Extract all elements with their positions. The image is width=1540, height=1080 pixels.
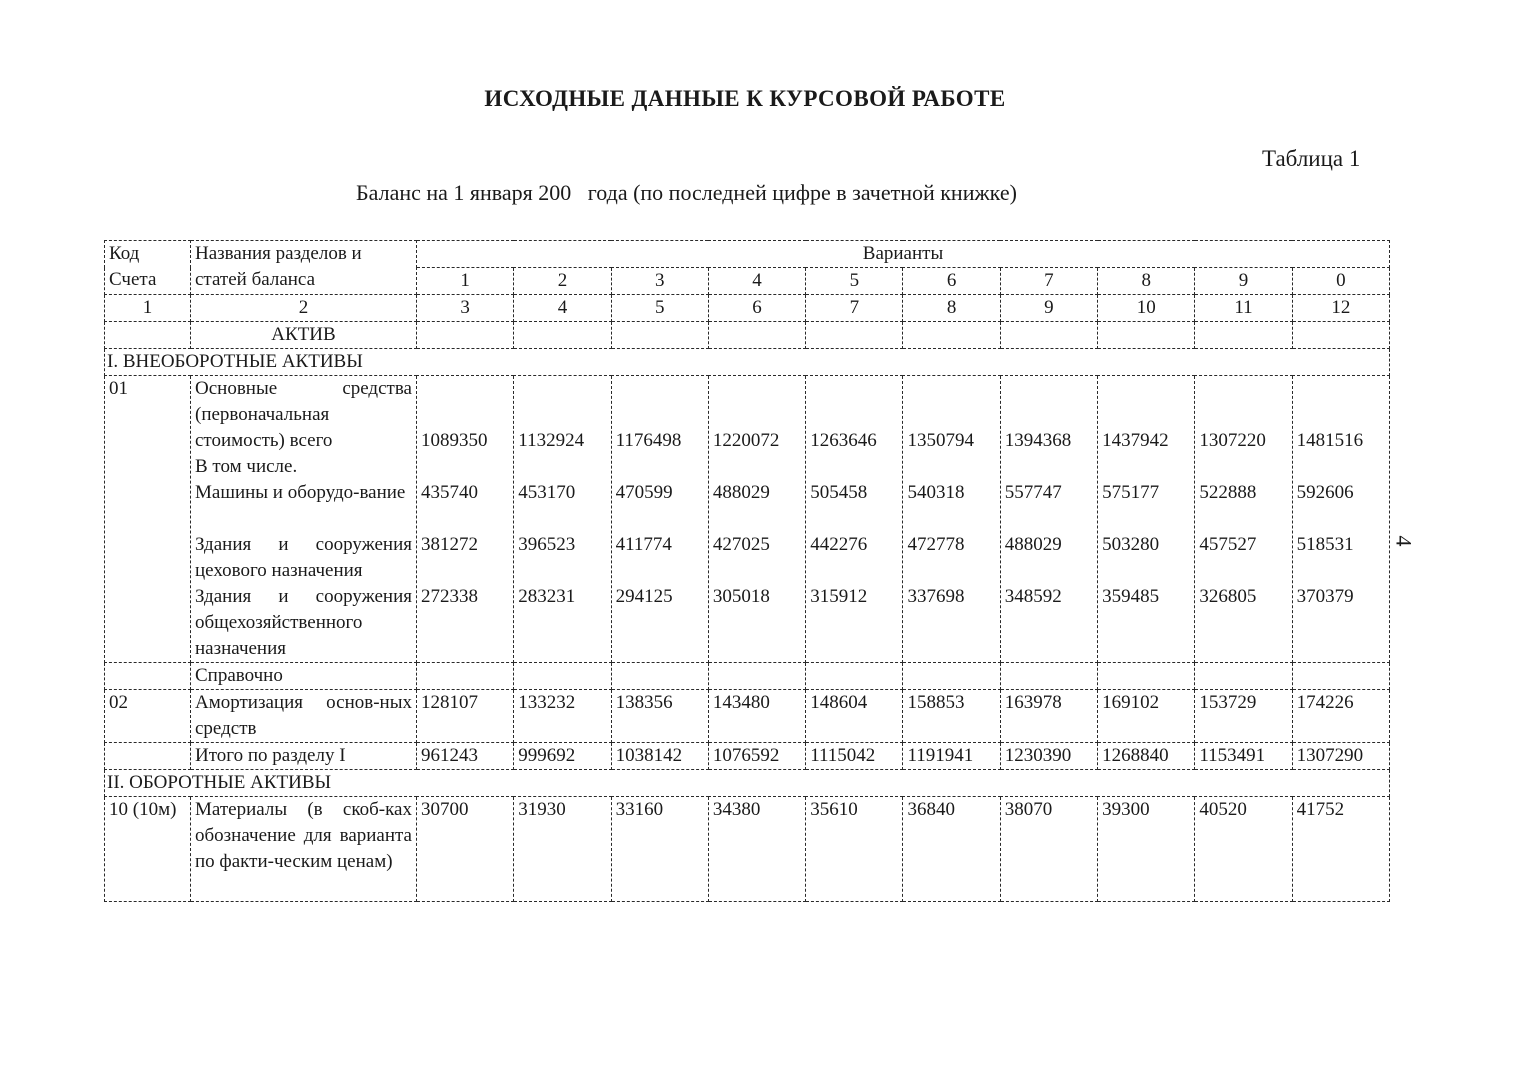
variant-number: 9 bbox=[1195, 268, 1292, 295]
variant-cell bbox=[417, 376, 514, 663]
value: 370379 bbox=[1296, 586, 1354, 607]
column-number: 7 bbox=[806, 295, 903, 322]
value: 38070 bbox=[1000, 797, 1097, 902]
value: 1263646 bbox=[810, 430, 877, 451]
value: 505458 bbox=[810, 482, 868, 503]
value: 36840 bbox=[903, 797, 1000, 902]
row-label: Амортизация основ-ных средств bbox=[191, 690, 417, 743]
aktiv-label: АКТИВ bbox=[191, 322, 417, 349]
value: 305018 bbox=[712, 586, 770, 607]
column-number: 6 bbox=[708, 295, 805, 322]
column-number: 1 bbox=[105, 295, 191, 322]
variant-cell bbox=[1000, 376, 1097, 663]
column-number: 9 bbox=[1000, 295, 1097, 322]
table-subtitle: Баланс на 1 января 200 года (по последней цифре в зачетной книжке) bbox=[356, 180, 1017, 205]
value: 133232 bbox=[514, 690, 611, 743]
row-label: Здания и сооружения общехозяйственного назначения bbox=[195, 586, 412, 659]
section-row bbox=[105, 349, 1390, 376]
variant-number: 1 bbox=[417, 268, 514, 295]
row-label: Материалы (в скоб-ках обозначение для варианта по факти-ческим ценам) bbox=[191, 797, 417, 902]
value: 1132924 bbox=[518, 430, 585, 451]
value: 283231 bbox=[518, 586, 576, 607]
value: 39300 bbox=[1098, 797, 1195, 902]
value: 1394368 bbox=[1004, 430, 1072, 451]
variant-number: 6 bbox=[903, 268, 1000, 295]
row-code: 02 bbox=[105, 690, 191, 743]
value: 128107 bbox=[417, 690, 514, 743]
value: 35610 bbox=[806, 797, 903, 902]
variant-number: 2 bbox=[514, 268, 611, 295]
column-number: 4 bbox=[514, 295, 611, 322]
value: 1230390 bbox=[1000, 743, 1097, 770]
row-01 bbox=[105, 376, 1390, 663]
value: 592606 bbox=[1296, 482, 1354, 503]
column-number-row bbox=[105, 295, 1390, 322]
row-code: 10 (10м) bbox=[105, 797, 191, 902]
header-variants: Варианты bbox=[417, 241, 1390, 268]
value: 31930 bbox=[514, 797, 611, 902]
variant-number: 0 bbox=[1292, 268, 1389, 295]
variant-cell bbox=[611, 376, 708, 663]
value: 294125 bbox=[615, 586, 673, 607]
value: 427025 bbox=[712, 534, 770, 555]
value: 396523 bbox=[518, 534, 576, 555]
value: 1115042 bbox=[806, 743, 903, 770]
value: 1176498 bbox=[615, 430, 682, 451]
variant-cell bbox=[1098, 376, 1195, 663]
value: 1191941 bbox=[903, 743, 1000, 770]
value: 1268840 bbox=[1098, 743, 1195, 770]
empty-cell bbox=[105, 663, 191, 690]
value: 1220072 bbox=[712, 430, 780, 451]
value: 315912 bbox=[810, 586, 868, 607]
reference-label: Справочно bbox=[191, 663, 417, 690]
value: 163978 bbox=[1000, 690, 1097, 743]
value: 488029 bbox=[1004, 534, 1062, 555]
value: 961243 bbox=[417, 743, 514, 770]
value: 1153491 bbox=[1195, 743, 1292, 770]
value: 557747 bbox=[1004, 482, 1062, 503]
table-number-label: Таблица 1 bbox=[1262, 146, 1361, 171]
page-number: 4 bbox=[1391, 535, 1417, 547]
row-10 bbox=[105, 797, 1390, 902]
value: 174226 bbox=[1292, 690, 1389, 743]
column-number: 12 bbox=[1292, 295, 1389, 322]
value: 1307220 bbox=[1199, 430, 1266, 451]
value: 153729 bbox=[1195, 690, 1292, 743]
section-1-heading: I. ВНЕОБОРОТНЫЕ АКТИВЫ bbox=[105, 349, 1390, 376]
row-label: Основные средства (первоначальная стоимость) всего bbox=[195, 378, 412, 451]
value: 999692 bbox=[514, 743, 611, 770]
value: 1481516 bbox=[1296, 430, 1364, 451]
column-number: 11 bbox=[1195, 295, 1292, 322]
value: 1089350 bbox=[421, 430, 488, 451]
row-code: 01 bbox=[105, 376, 191, 663]
column-number: 8 bbox=[903, 295, 1000, 322]
value: 326805 bbox=[1199, 586, 1257, 607]
value: 1307290 bbox=[1292, 743, 1389, 770]
total-section-1-row bbox=[105, 743, 1390, 770]
value: 522888 bbox=[1199, 482, 1257, 503]
value: 143480 bbox=[708, 690, 805, 743]
value: 138356 bbox=[611, 690, 708, 743]
empty-cell bbox=[105, 743, 191, 770]
row-label: Машины и оборудо-вание bbox=[195, 482, 406, 503]
variant-number: 4 bbox=[708, 268, 805, 295]
value: 518531 bbox=[1296, 534, 1354, 555]
value: 488029 bbox=[712, 482, 770, 503]
value: 41752 bbox=[1292, 797, 1389, 902]
value: 503280 bbox=[1102, 534, 1160, 555]
value: 453170 bbox=[518, 482, 576, 503]
variant-cell bbox=[514, 376, 611, 663]
header-name: Названия разделов и статей баланса bbox=[191, 241, 417, 295]
value: 442276 bbox=[810, 534, 868, 555]
value: 30700 bbox=[417, 797, 514, 902]
variant-number: 5 bbox=[806, 268, 903, 295]
balance-table bbox=[104, 240, 1390, 902]
value: 575177 bbox=[1102, 482, 1160, 503]
value: 1437942 bbox=[1102, 430, 1169, 451]
row-label: Итого по разделу I bbox=[191, 743, 417, 770]
value: 457527 bbox=[1199, 534, 1257, 555]
aktiv-row bbox=[105, 322, 1390, 349]
value: 381272 bbox=[421, 534, 478, 555]
variant-number: 3 bbox=[611, 268, 708, 295]
value: 1350794 bbox=[907, 430, 974, 451]
document-title: ИСХОДНЫЕ ДАННЫЕ К КУРСОВОЙ РАБОТЕ bbox=[484, 86, 1006, 111]
value: 40520 bbox=[1195, 797, 1292, 902]
reference-row bbox=[105, 663, 1390, 690]
variant-cell bbox=[903, 376, 1000, 663]
value: 33160 bbox=[611, 797, 708, 902]
empty-cell bbox=[105, 322, 191, 349]
header-row bbox=[105, 241, 1390, 268]
row-02 bbox=[105, 690, 1390, 743]
value: 1076592 bbox=[708, 743, 805, 770]
value: 337698 bbox=[907, 586, 965, 607]
column-number: 2 bbox=[191, 295, 417, 322]
value: 411774 bbox=[615, 534, 672, 555]
variant-cell bbox=[1195, 376, 1292, 663]
value: 472778 bbox=[907, 534, 965, 555]
variant-number: 8 bbox=[1098, 268, 1195, 295]
value: 158853 bbox=[903, 690, 1000, 743]
column-number: 3 bbox=[417, 295, 514, 322]
value: 348592 bbox=[1004, 586, 1062, 607]
header-code: Код Счета bbox=[105, 241, 191, 295]
value: 1038142 bbox=[611, 743, 708, 770]
variant-cell bbox=[806, 376, 903, 663]
column-number: 10 bbox=[1098, 295, 1195, 322]
section-row bbox=[105, 770, 1390, 797]
value: 359485 bbox=[1102, 586, 1160, 607]
row-label: Здания и сооружения цехового назначения bbox=[195, 534, 412, 581]
variant-number: 7 bbox=[1000, 268, 1097, 295]
value: 169102 bbox=[1098, 690, 1195, 743]
value: 540318 bbox=[907, 482, 965, 503]
variant-cell bbox=[708, 376, 805, 663]
value: 435740 bbox=[421, 482, 478, 503]
variant-cell bbox=[1292, 376, 1389, 663]
row-01-labels bbox=[191, 376, 417, 663]
section-2-heading: II. ОБОРОТНЫЕ АКТИВЫ bbox=[105, 770, 1390, 797]
value: 272338 bbox=[421, 586, 478, 607]
row-label: В том числе. bbox=[195, 456, 298, 477]
value: 34380 bbox=[708, 797, 805, 902]
column-number: 5 bbox=[611, 295, 708, 322]
value: 148604 bbox=[806, 690, 903, 743]
value: 470599 bbox=[615, 482, 673, 503]
